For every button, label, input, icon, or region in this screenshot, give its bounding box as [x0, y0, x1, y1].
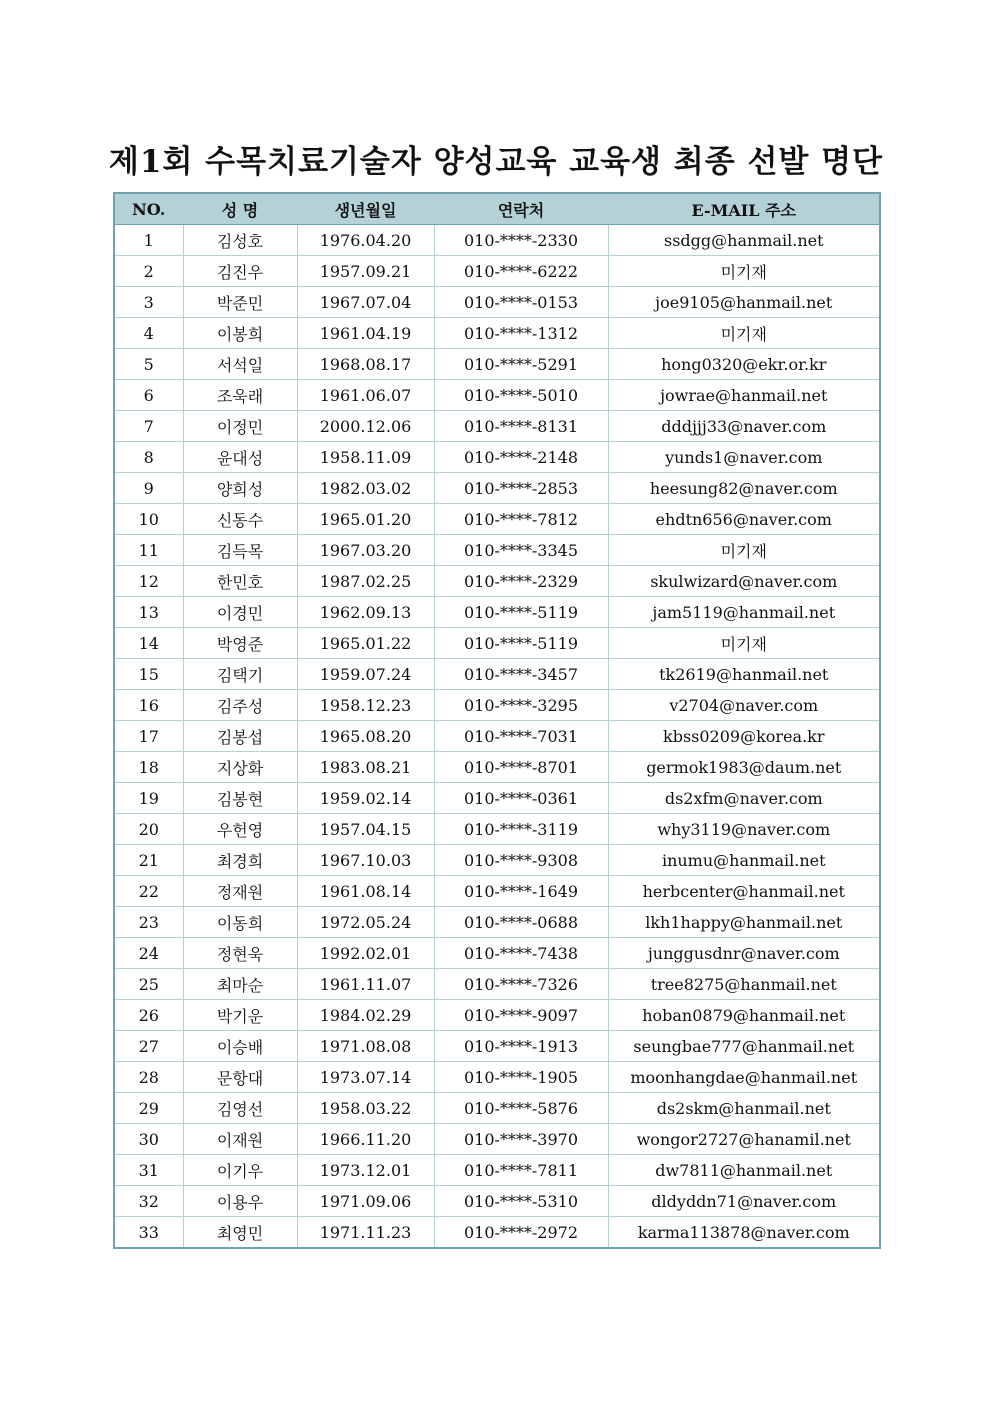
- table-row: [114, 814, 880, 845]
- cell-birth: 1965.01.20: [297, 504, 434, 535]
- cell-phone: 010-****-3119: [434, 814, 608, 845]
- cell-phone: 010-****-7438: [434, 938, 608, 969]
- cell-phone: 010-****-2853: [434, 473, 608, 504]
- cell-birth: 1973.12.01: [297, 1155, 434, 1186]
- cell-birth: 1971.08.08: [297, 1031, 434, 1062]
- cell-email: 미기재: [608, 318, 880, 349]
- cell-phone: 010-****-7811: [434, 1155, 608, 1186]
- cell-birth: 1961.08.14: [297, 876, 434, 907]
- cell-birth: 1973.07.14: [297, 1062, 434, 1093]
- cell-email: wongor2727@hanamil.net: [608, 1124, 880, 1155]
- cell-phone: 010-****-5010: [434, 380, 608, 411]
- cell-name: 박기운: [183, 1000, 297, 1031]
- table-row: [114, 752, 880, 783]
- cell-name: 김봉섭: [183, 721, 297, 752]
- cell-birth: 1968.08.17: [297, 349, 434, 380]
- cell-email: ehdtn656@naver.com: [608, 504, 880, 535]
- cell-name: 김성호: [183, 225, 297, 256]
- header-row: [114, 193, 880, 225]
- cell-no: 28: [114, 1062, 183, 1093]
- cell-no: 6: [114, 380, 183, 411]
- cell-birth: 1967.03.20: [297, 535, 434, 566]
- cell-email: jam5119@hanmail.net: [608, 597, 880, 628]
- cell-email: ssdgg@hanmail.net: [608, 225, 880, 256]
- table-row: [114, 225, 880, 256]
- cell-email: joe9105@hanmail.net: [608, 287, 880, 318]
- cell-no: 15: [114, 659, 183, 690]
- cell-phone: 010-****-0153: [434, 287, 608, 318]
- cell-phone: 010-****-1649: [434, 876, 608, 907]
- cell-birth: 1961.11.07: [297, 969, 434, 1000]
- cell-no: 4: [114, 318, 183, 349]
- cell-no: 18: [114, 752, 183, 783]
- cell-phone: 010-****-0361: [434, 783, 608, 814]
- cell-birth: 1958.12.23: [297, 690, 434, 721]
- cell-phone: 010-****-1312: [434, 318, 608, 349]
- cell-birth: 1983.08.21: [297, 752, 434, 783]
- roster-table: [113, 192, 881, 1249]
- cell-birth: 1984.02.29: [297, 1000, 434, 1031]
- table-row: [114, 1186, 880, 1217]
- cell-birth: 1965.08.20: [297, 721, 434, 752]
- cell-no: 26: [114, 1000, 183, 1031]
- cell-birth: 1961.04.19: [297, 318, 434, 349]
- cell-no: 10: [114, 504, 183, 535]
- cell-email: junggusdnr@naver.com: [608, 938, 880, 969]
- cell-name: 김봉현: [183, 783, 297, 814]
- cell-email: lkh1happy@hanmail.net: [608, 907, 880, 938]
- table-row: [114, 938, 880, 969]
- cell-email: hoban0879@hanmail.net: [608, 1000, 880, 1031]
- cell-birth: 1976.04.20: [297, 225, 434, 256]
- cell-name: 이동희: [183, 907, 297, 938]
- cell-birth: 1972.05.24: [297, 907, 434, 938]
- cell-phone: 010-****-5310: [434, 1186, 608, 1217]
- cell-email: yunds1@naver.com: [608, 442, 880, 473]
- cell-email: dddjjj33@naver.com: [608, 411, 880, 442]
- table-row: [114, 1000, 880, 1031]
- table-row: [114, 1093, 880, 1124]
- cell-name: 이승배: [183, 1031, 297, 1062]
- cell-name: 우헌영: [183, 814, 297, 845]
- cell-birth: 1987.02.25: [297, 566, 434, 597]
- table-row: [114, 1124, 880, 1155]
- cell-birth: 1957.04.15: [297, 814, 434, 845]
- cell-phone: 010-****-3457: [434, 659, 608, 690]
- cell-email: moonhangdae@hanmail.net: [608, 1062, 880, 1093]
- cell-email: seungbae777@hanmail.net: [608, 1031, 880, 1062]
- column-header-birth: 생년월일: [297, 193, 434, 225]
- cell-no: 24: [114, 938, 183, 969]
- cell-phone: 010-****-5119: [434, 628, 608, 659]
- cell-name: 윤대성: [183, 442, 297, 473]
- cell-no: 21: [114, 845, 183, 876]
- cell-email: 미기재: [608, 256, 880, 287]
- cell-birth: 1966.11.20: [297, 1124, 434, 1155]
- cell-birth: 1958.11.09: [297, 442, 434, 473]
- cell-no: 9: [114, 473, 183, 504]
- cell-name: 박영준: [183, 628, 297, 659]
- cell-phone: 010-****-7812: [434, 504, 608, 535]
- cell-no: 5: [114, 349, 183, 380]
- cell-name: 양희성: [183, 473, 297, 504]
- table-row: [114, 907, 880, 938]
- cell-no: 16: [114, 690, 183, 721]
- cell-name: 한민호: [183, 566, 297, 597]
- cell-birth: 1959.02.14: [297, 783, 434, 814]
- cell-no: 7: [114, 411, 183, 442]
- cell-birth: 1971.11.23: [297, 1217, 434, 1249]
- cell-email: ds2skm@hanmail.net: [608, 1093, 880, 1124]
- cell-birth: 1957.09.21: [297, 256, 434, 287]
- cell-name: 김영선: [183, 1093, 297, 1124]
- cell-birth: 1961.06.07: [297, 380, 434, 411]
- cell-phone: 010-****-3345: [434, 535, 608, 566]
- table-row: [114, 783, 880, 814]
- cell-phone: 010-****-8701: [434, 752, 608, 783]
- cell-no: 13: [114, 597, 183, 628]
- cell-email: heesung82@naver.com: [608, 473, 880, 504]
- cell-birth: 1959.07.24: [297, 659, 434, 690]
- cell-no: 23: [114, 907, 183, 938]
- cell-no: 8: [114, 442, 183, 473]
- cell-birth: 2000.12.06: [297, 411, 434, 442]
- cell-email: ds2xfm@naver.com: [608, 783, 880, 814]
- cell-name: 박준민: [183, 287, 297, 318]
- cell-email: dldyddn71@naver.com: [608, 1186, 880, 1217]
- cell-name: 최영민: [183, 1217, 297, 1249]
- cell-name: 이용우: [183, 1186, 297, 1217]
- cell-name: 김진우: [183, 256, 297, 287]
- table-row: [114, 566, 880, 597]
- table-row: [114, 1155, 880, 1186]
- column-header-email: E-MAIL 주소: [608, 193, 880, 225]
- cell-email: 미기재: [608, 535, 880, 566]
- cell-phone: 010-****-5876: [434, 1093, 608, 1124]
- cell-email: jowrae@hanmail.net: [608, 380, 880, 411]
- table-row: [114, 721, 880, 752]
- cell-phone: 010-****-7326: [434, 969, 608, 1000]
- cell-no: 29: [114, 1093, 183, 1124]
- cell-name: 김득목: [183, 535, 297, 566]
- table-row: [114, 349, 880, 380]
- cell-birth: 1982.03.02: [297, 473, 434, 504]
- cell-no: 17: [114, 721, 183, 752]
- cell-name: 정현욱: [183, 938, 297, 969]
- cell-no: 2: [114, 256, 183, 287]
- cell-phone: 010-****-2972: [434, 1217, 608, 1249]
- cell-birth: 1958.03.22: [297, 1093, 434, 1124]
- cell-email: herbcenter@hanmail.net: [608, 876, 880, 907]
- cell-no: 14: [114, 628, 183, 659]
- cell-name: 문항대: [183, 1062, 297, 1093]
- document-title: 제1회 수목치료기술자 양성교육 교육생 최종 선발 명단: [108, 144, 884, 180]
- cell-no: 32: [114, 1186, 183, 1217]
- table-row: [114, 256, 880, 287]
- cell-name: 이경민: [183, 597, 297, 628]
- cell-name: 이봉희: [183, 318, 297, 349]
- cell-phone: 010-****-1913: [434, 1031, 608, 1062]
- table-row: [114, 411, 880, 442]
- cell-birth: 1971.09.06: [297, 1186, 434, 1217]
- cell-phone: 010-****-5119: [434, 597, 608, 628]
- table-row: [114, 287, 880, 318]
- cell-email: hong0320@ekr.or.kr: [608, 349, 880, 380]
- table-row: [114, 504, 880, 535]
- cell-phone: 010-****-8131: [434, 411, 608, 442]
- cell-no: 22: [114, 876, 183, 907]
- table-row: [114, 318, 880, 349]
- cell-phone: 010-****-5291: [434, 349, 608, 380]
- cell-no: 19: [114, 783, 183, 814]
- cell-birth: 1965.01.22: [297, 628, 434, 659]
- cell-phone: 010-****-9097: [434, 1000, 608, 1031]
- cell-email: v2704@naver.com: [608, 690, 880, 721]
- cell-phone: 010-****-2148: [434, 442, 608, 473]
- table-row: [114, 597, 880, 628]
- table-row: [114, 628, 880, 659]
- column-header-phone: 연락처: [434, 193, 608, 225]
- cell-phone: 010-****-3295: [434, 690, 608, 721]
- cell-phone: 010-****-2330: [434, 225, 608, 256]
- table-row: [114, 845, 880, 876]
- cell-email: germok1983@daum.net: [608, 752, 880, 783]
- table-row: [114, 473, 880, 504]
- table-row: [114, 659, 880, 690]
- cell-no: 27: [114, 1031, 183, 1062]
- cell-no: 3: [114, 287, 183, 318]
- table-row: [114, 876, 880, 907]
- cell-email: kbss0209@korea.kr: [608, 721, 880, 752]
- cell-email: why3119@naver.com: [608, 814, 880, 845]
- table-row: [114, 1217, 880, 1249]
- cell-phone: 010-****-0688: [434, 907, 608, 938]
- cell-phone: 010-****-3970: [434, 1124, 608, 1155]
- cell-email: karma113878@naver.com: [608, 1217, 880, 1249]
- table-row: [114, 442, 880, 473]
- column-header-name: 성 명: [183, 193, 297, 225]
- cell-name: 신동수: [183, 504, 297, 535]
- cell-birth: 1967.07.04: [297, 287, 434, 318]
- cell-email: 미기재: [608, 628, 880, 659]
- cell-phone: 010-****-7031: [434, 721, 608, 752]
- cell-phone: 010-****-1905: [434, 1062, 608, 1093]
- cell-no: 1: [114, 225, 183, 256]
- cell-name: 최경희: [183, 845, 297, 876]
- table-row: [114, 380, 880, 411]
- cell-email: inumu@hanmail.net: [608, 845, 880, 876]
- cell-no: 33: [114, 1217, 183, 1249]
- table-row: [114, 690, 880, 721]
- cell-name: 정재원: [183, 876, 297, 907]
- column-header-no: NO.: [114, 193, 183, 225]
- cell-no: 25: [114, 969, 183, 1000]
- cell-phone: 010-****-9308: [434, 845, 608, 876]
- table-row: [114, 1062, 880, 1093]
- cell-name: 김주성: [183, 690, 297, 721]
- cell-no: 12: [114, 566, 183, 597]
- cell-email: dw7811@hanmail.net: [608, 1155, 880, 1186]
- cell-name: 조욱래: [183, 380, 297, 411]
- cell-name: 최마순: [183, 969, 297, 1000]
- cell-name: 이재원: [183, 1124, 297, 1155]
- cell-birth: 1962.09.13: [297, 597, 434, 628]
- table-row: [114, 535, 880, 566]
- cell-no: 31: [114, 1155, 183, 1186]
- table-row: [114, 969, 880, 1000]
- cell-phone: 010-****-6222: [434, 256, 608, 287]
- cell-email: skulwizard@naver.com: [608, 566, 880, 597]
- cell-name: 김택기: [183, 659, 297, 690]
- table-row: [114, 1031, 880, 1062]
- cell-name: 서석일: [183, 349, 297, 380]
- cell-name: 이정민: [183, 411, 297, 442]
- cell-no: 11: [114, 535, 183, 566]
- cell-no: 30: [114, 1124, 183, 1155]
- cell-email: tree8275@hanmail.net: [608, 969, 880, 1000]
- cell-birth: 1967.10.03: [297, 845, 434, 876]
- roster-body: [114, 225, 880, 1249]
- cell-birth: 1992.02.01: [297, 938, 434, 969]
- cell-name: 이기우: [183, 1155, 297, 1186]
- cell-phone: 010-****-2329: [434, 566, 608, 597]
- cell-email: tk2619@hanmail.net: [608, 659, 880, 690]
- cell-no: 20: [114, 814, 183, 845]
- cell-name: 지상화: [183, 752, 297, 783]
